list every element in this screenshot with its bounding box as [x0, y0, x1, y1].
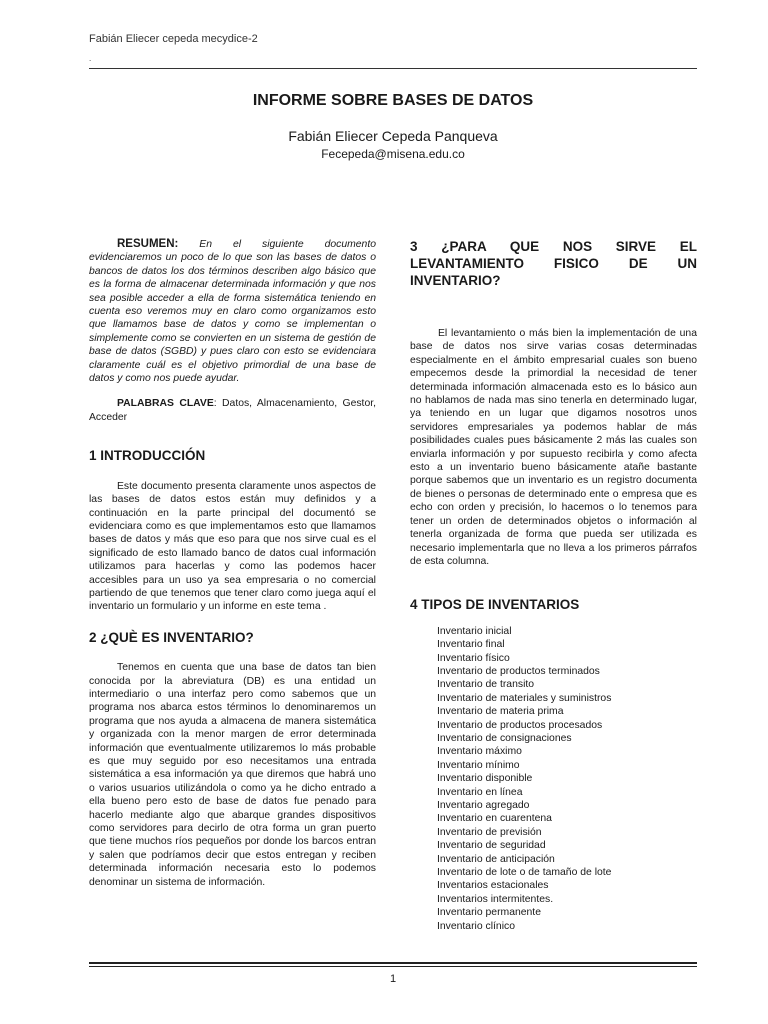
section-heading-que-es-inventario: 2 ¿QUÈ ES INVENTARIO? [89, 629, 254, 645]
introduccion-paragraph: Este documento presenta claramente unos aspectos de las bases de datos estos están muy definidos y a continuación en la parte principal del documentó se evidenciara como es que implementamos esto que llamamos bases de datos y más que eso para que nos sirve cual es el significado de esto llamado banco de datos cual información utilizamos para hacerlas y como las podemos hacer accesibles para un uso ya sea empresaria o no comercial partiendo de que tenemos que tener claro como juega aquí el inventario un formulario y un informe en este tema . [89, 480, 376, 613]
section-heading-levantamiento: 3 ¿PARA QUE NOS SIRVE EL LEVANTAMIENTO FISICO DE UN INVENTARIO? [410, 239, 697, 288]
list-item: Inventario de previsión [437, 826, 542, 838]
list-item: Inventario disponible [437, 773, 533, 785]
list-item: Inventario físico [437, 652, 510, 664]
running-header: Fabián Eliecer cepeda mecydice-2 [89, 33, 258, 45]
footer-rule-thin [89, 966, 697, 967]
inventory-types-list [410, 625, 697, 933]
list-item: Inventario final [437, 639, 505, 651]
list-item: Inventario en línea [437, 786, 523, 798]
list-item: Inventario de transito [437, 679, 535, 691]
document-title: INFORME SOBRE BASES DE DATOS [252, 92, 534, 109]
left-column [89, 238, 376, 889]
list-item: Inventario de materia prima [437, 706, 564, 718]
footer-rule-thick [89, 962, 697, 964]
header-rule [89, 68, 697, 69]
right-column [410, 238, 697, 933]
keywords-paragraph [89, 397, 376, 424]
abstract-paragraph [89, 238, 376, 385]
author-name: Fabián Eliecer Cepeda Panqueva [288, 128, 498, 144]
abstract-text: En el siguiente documento evidenciaremos un poco de lo que son las bases de datos o bancos de datos los dos términos describen algo básico que es la forma de almacenar determinada información y que nos sea posible acceder a ella de forma sistemática teniendo en cuenta eso veremos muy en claro como organizamos esto que llamamos base de datos y como se implementan o simplemente como se convierten en un sistema de gestión de base de datos (SGBD) y pues claro con esto se evidenciara claramente cuál es el objetivo primordial de una base de datos y como nos puede ayudar. [89, 239, 376, 385]
list-item: Inventario de consignaciones [437, 732, 572, 744]
list-item: Inventarios intermitentes. [437, 893, 554, 905]
page-number: 1 [389, 973, 397, 985]
list-item: Inventario máximo [437, 746, 522, 758]
header-dot: . [89, 54, 92, 63]
list-item: Inventario agregado [437, 800, 530, 811]
levantamiento-paragraph: El levantamiento o más bien la implementación de una base de datos nos sirve varias cosas determinadas especialmente en el ámbito empresarial cuales son bueno empecemos desde la primordial la necesidad de tener determinada información almacenada esto es lo básico aun no hablamos de nada mas sino tenerla en determinado lugar, ya teniendo en un lugar que digamos nosotros unos servidores empresariales ya podemos hablar de más posibilidades cuales pues básicamente 2 más las cuales son enviarla información y por supuesto recibirla y como afecta esto a un inventario bueno básicamente atañe bastante porque sabemos que un inventario es un registro documenta de bienes o personas de determinado ente o empresa que es echo con orden y precisión, lo hacemos o lo tenemos para tener un orden de determinados objetos o información al tenerla organizada de forma que pueda ser utilizada es necesario implementarla que no lleva a los primeros párrafos de esta columna. [410, 328, 697, 567]
list-item: Inventario de lote o de tamaño de lote [437, 867, 612, 879]
list-item: Inventario inicial [437, 625, 512, 637]
keywords-label: PALABRAS CLAVE [117, 398, 214, 410]
section-heading-tipos-de-inventarios: 4 TIPOS DE INVENTARIOS [410, 597, 580, 613]
list-item: Inventario de productos procesados [437, 719, 603, 731]
list-item: Inventarios estacionales [437, 880, 549, 892]
list-item: Inventario en cuarentena [437, 813, 552, 825]
list-item: Inventario de productos terminados [437, 665, 600, 677]
list-item: Inventario de anticipación [437, 853, 555, 865]
section-heading-introduccion: 1 INTRODUCCIÓN [89, 448, 206, 464]
list-item: Inventario permanente [437, 907, 541, 919]
list-item: Inventario de seguridad [437, 840, 546, 852]
author-email: Fecepeda@misena.edu.co [321, 147, 465, 161]
list-item: Inventario mínimo [437, 759, 520, 771]
que-es-inventario-paragraph: Tenemos en cuenta que una base de datos tan bien conocida por la abreviatura (DB) es una entidad un intermediario o una interfaz pero como sabemos que un programa nos abarca estos términos lo denominaremos un programa que nos ayuda a almacena de manera sistemática y organizada con la menor margen de error determinada información que eventualmente utilizaremos lo más probable es que muy seguido por eso necesitamos una entrada sistemática a esa información ya que diremos que habrá uno o varios usuarios utilizándola o como ya he dicho entrado a ella bueno pero esto de base de datos fue penado para hacerlo mediante algo que abarque grandes dispositivos como servidores para decirlo de otra forma un gran puerto que tiene muchos ríos pequeños por donde los barcos entran y salen que podríamos decir que estos entregan y reciben determinada información necesaria esto lo podemos denominar un sistema de información. [89, 662, 376, 888]
abstract-label: RESUMEN: [117, 238, 179, 250]
list-item: Inventario clínico [437, 920, 515, 932]
keywords-text: : Datos, Almacenamiento, Gestor, Acceder [89, 398, 377, 423]
list-item: Inventario de materiales y suministros [437, 692, 612, 704]
